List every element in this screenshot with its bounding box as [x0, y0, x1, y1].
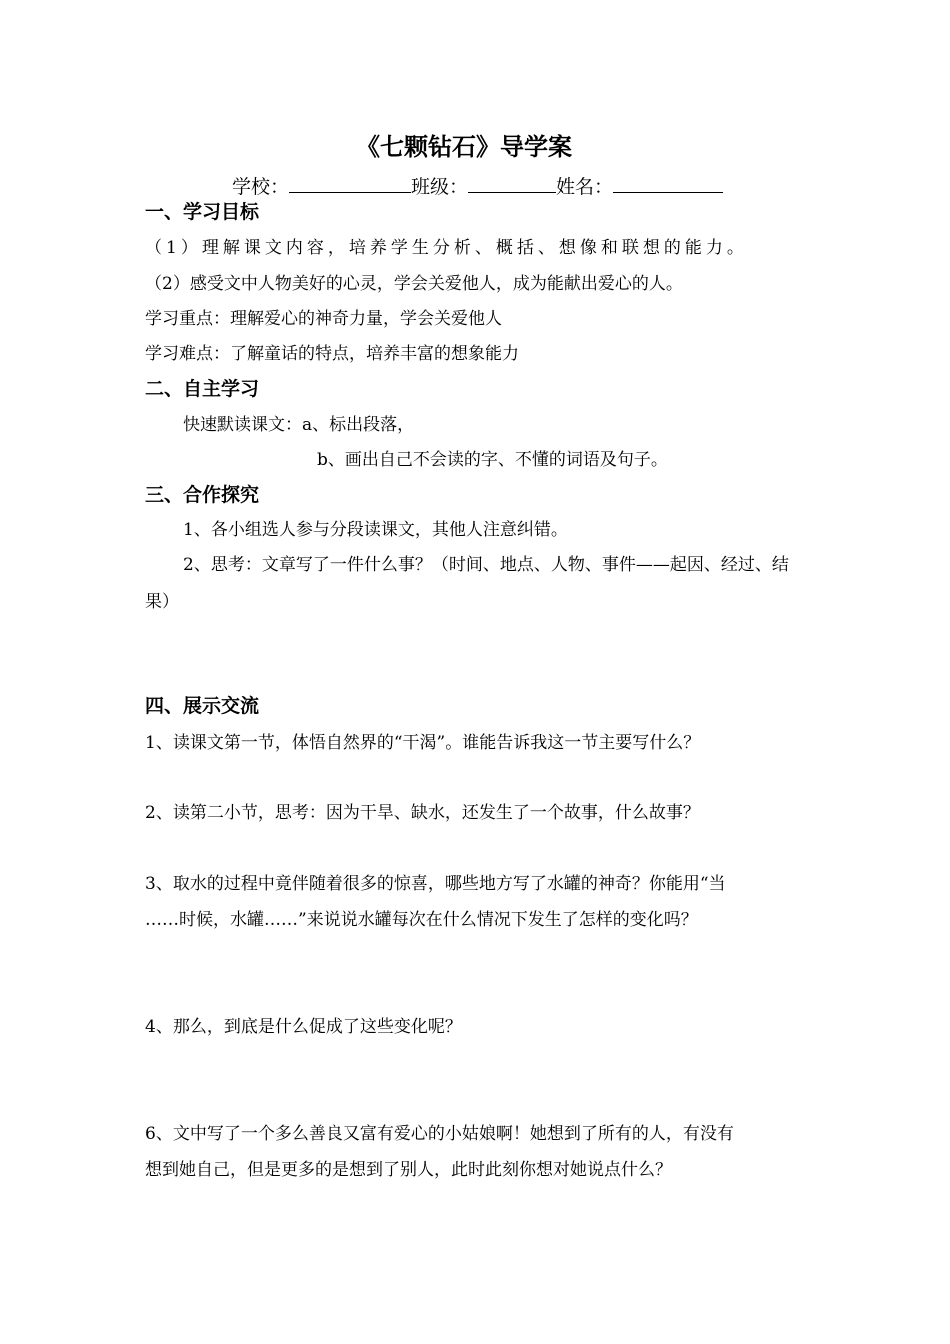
cooperation-item-2-line-1: 2、思考：文章写了一件什么事？（时间、地点、人物、事件——起因、经过、结 [183, 555, 789, 575]
question-3-line-2: ……时候，水罐……”来说说水罐每次在什么情况下发生了怎样的变化吗？ [145, 910, 698, 930]
class-label: 班级： [411, 176, 469, 198]
cooperation-item-2-line-2: 果） [145, 592, 179, 612]
name-label: 姓名： [556, 176, 614, 198]
class-blank[interactable] [468, 174, 556, 193]
section-heading-self-study: 二、自主学习 [145, 378, 260, 400]
goal-1: （1）理解课文内容，培养学生分析、概括、想像和联想的能力。 [145, 238, 748, 258]
cooperation-item-1: 1、各小组选人参与分段读课文，其他人注意纠错。 [183, 520, 568, 540]
key-point: 学习重点：理解爱心的神奇力量，学会关爱他人 [145, 309, 502, 329]
page-title: 《七颗钻石》导学案 [356, 133, 572, 161]
school-blank[interactable] [289, 174, 411, 193]
section-heading-goals: 一、学习目标 [145, 201, 260, 223]
self-study-line-2: b、画出自己不会读的字、不懂的词语及句子。 [317, 450, 668, 470]
question-3-line-1: 3、取水的过程中竟伴随着很多的惊喜，哪些地方写了水罐的神奇？你能用“当 [145, 874, 726, 894]
name-blank[interactable] [613, 174, 723, 193]
school-label: 学校： [232, 176, 290, 198]
question-2: 2、读第二小节，思考：因为干旱、缺水，还发生了一个故事，什么故事？ [145, 803, 700, 823]
self-study-line-1: 快速默读课文：a、标出段落， [183, 415, 415, 435]
difficult-point: 学习难点：了解童话的特点，培养丰富的想象能力 [145, 344, 519, 364]
section-heading-cooperation: 三、合作探究 [145, 484, 260, 506]
section-heading-presentation: 四、展示交流 [145, 695, 260, 717]
student-info-line [232, 174, 723, 199]
question-6-line-2: 想到她自己，但是更多的是想到了别人，此时此刻你想对她说点什么？ [145, 1160, 672, 1180]
question-4: 4、那么，到底是什么促成了这些变化呢？ [145, 1017, 462, 1037]
question-1: 1、读课文第一节，体悟自然界的“干渴”。谁能告诉我这一节主要写什么？ [145, 733, 701, 753]
goal-2: （2）感受文中人物美好的心灵，学会关爱他人，成为能献出爱心的人。 [145, 274, 683, 294]
question-6-line-1: 6、文中写了一个多么善良又富有爱心的小姑娘啊！她想到了所有的人，有没有 [145, 1124, 734, 1144]
